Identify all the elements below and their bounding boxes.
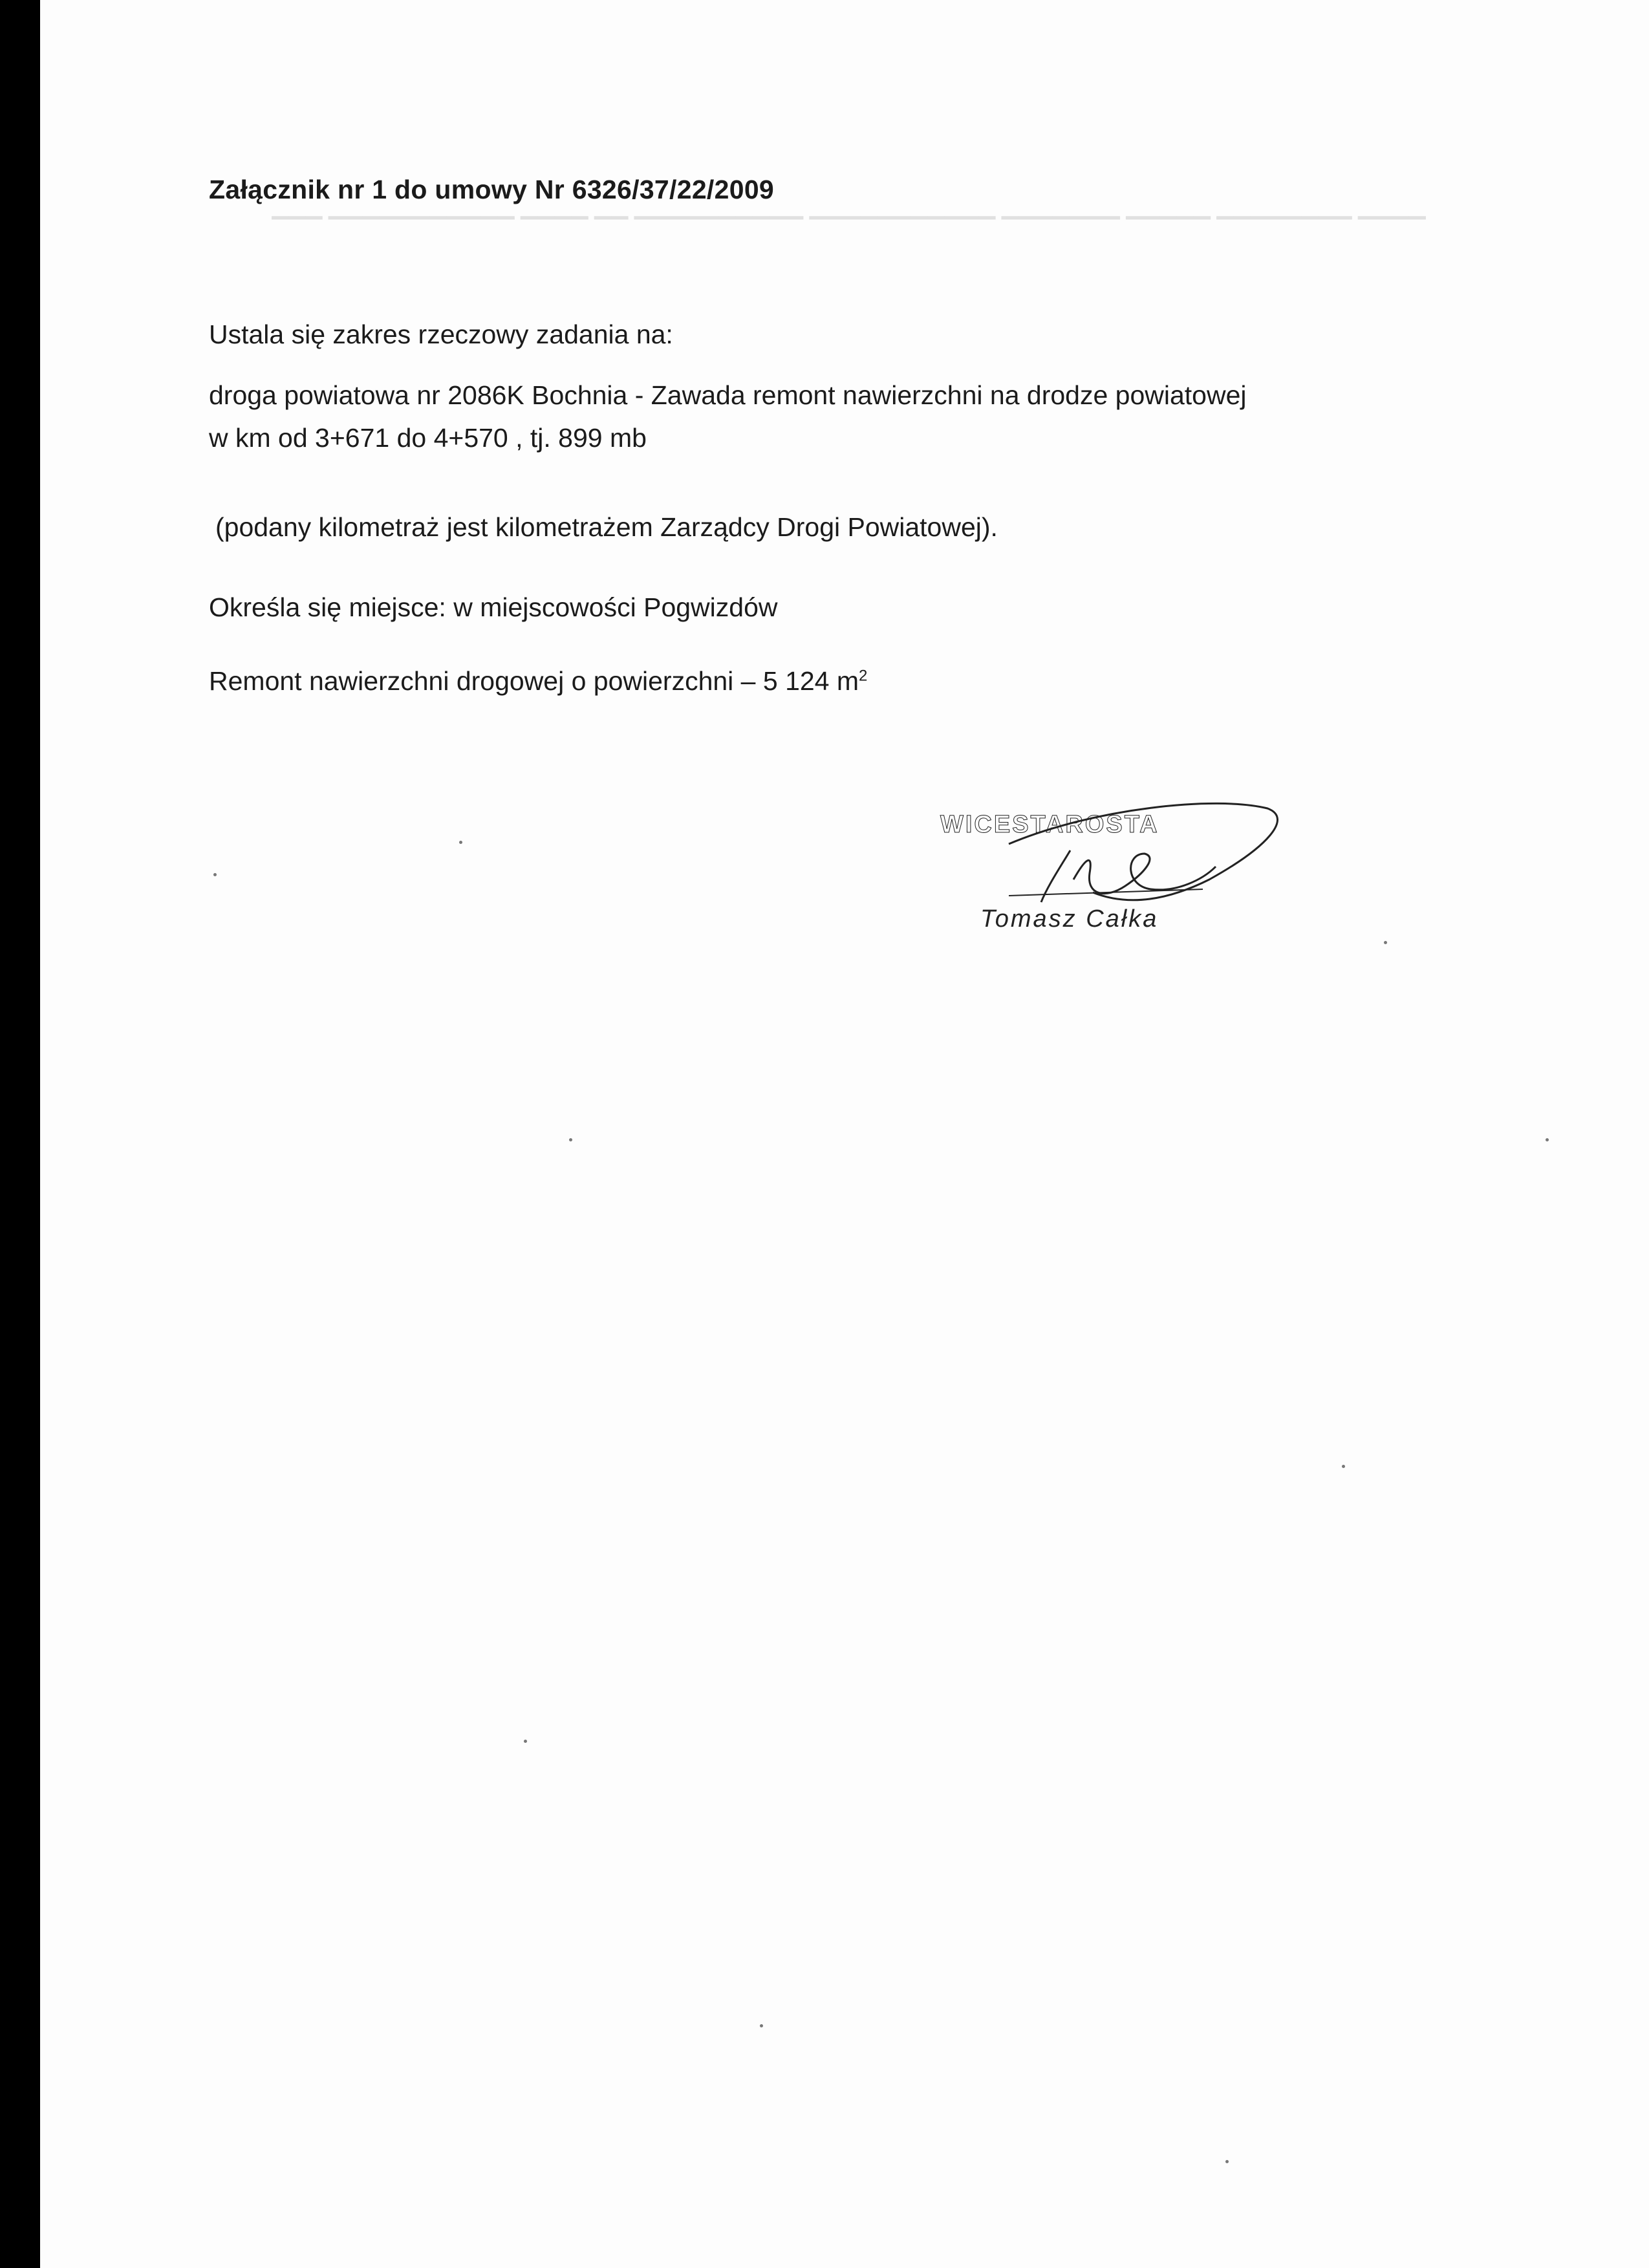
scan-speck	[1546, 1138, 1549, 1141]
scan-speck	[1342, 1465, 1345, 1468]
road-description-line1: droga powiatowa nr 2086K Bochnia - Zawada remont nawierzchni na drodze powiatowej	[209, 380, 1247, 410]
scan-border	[0, 0, 40, 2268]
attachment-heading: Załącznik nr 1 do umowy Nr 6326/37/22/2009	[209, 175, 775, 204]
surface-line	[209, 660, 1502, 702]
scan-speck	[524, 1740, 527, 1743]
stamp-title: WICESTAROSTA	[940, 811, 1159, 838]
surface-unit-exponent: 2	[859, 667, 868, 685]
road-description-line2: w km od 3+671 do 4+570 , tj. 899 mb	[209, 423, 647, 453]
official-stamp	[931, 783, 1319, 951]
scan-speck	[213, 873, 217, 876]
scan-speck	[569, 1138, 572, 1141]
road-description	[209, 374, 1502, 459]
scope-intro: Ustala się zakres rzeczowy zadania na:	[209, 319, 673, 349]
scan-speck	[459, 841, 462, 844]
surface-text: Remont nawierzchni drogowej o powierzchni – 5 124 m	[209, 666, 859, 696]
scan-speck	[1225, 2160, 1229, 2163]
location-line: Określa się miejsce: w miejscowości Pogwizdów	[209, 592, 778, 622]
bleed-through-area: ▁▁▁ ▁▁▁▁▁▁▁▁▁▁▁ ▁▁▁▁ ▁▁ ▁▁▁▁▁▁▁▁▁▁ ▁▁▁▁▁▁▁▁▁▁▁ ▁▁▁▁▁▁▁ ▁▁▁▁▁ ▁▁▁▁▁▁▁▁ ▁▁▁▁	[272, 195, 1426, 219]
kilometrage-note: (podany kilometraż jest kilometrażem Zarządcy Drogi Powiatowej).	[215, 512, 998, 542]
scan-speck	[760, 2024, 763, 2027]
stamp-name: Tomasz Całka	[980, 905, 1159, 933]
scan-speck	[1384, 941, 1387, 944]
